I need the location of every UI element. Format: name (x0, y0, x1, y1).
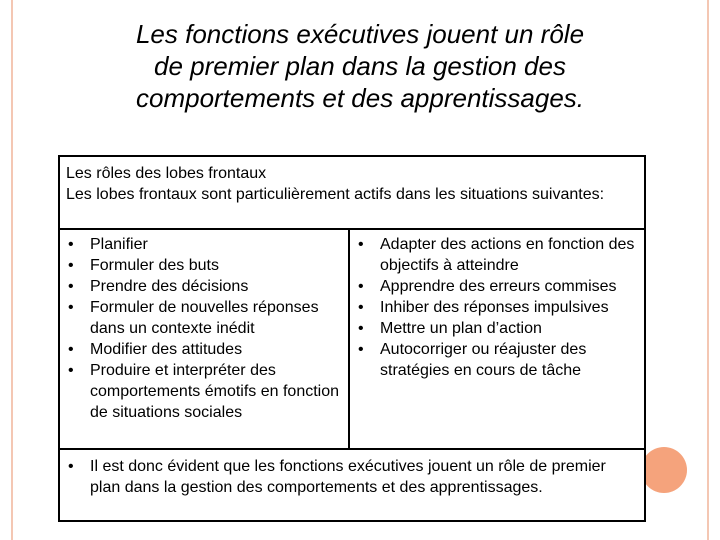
list-item: • Formuler de nouvelles réponses dans un contexte inédit (66, 297, 342, 339)
list-item: • Autocorriger ou réajuster des stratégies en cours de tâche (356, 339, 638, 381)
list-item: • Apprendre des erreurs commises (356, 276, 638, 297)
list-item: • Produire et interpréter des comportements émotifs en fonction de situations sociales (66, 360, 342, 423)
right-list-box (348, 228, 646, 450)
list-item: • Planifier (66, 234, 342, 255)
decorative-circle (641, 447, 687, 493)
slide-title (60, 18, 660, 114)
left-list-box (58, 228, 350, 450)
title-line: comportements et des apprentissages. (135, 83, 585, 113)
conclusion-list (66, 456, 638, 498)
conclusion-box (58, 448, 646, 522)
intro-heading: Les rôles des lobes frontaux (66, 165, 267, 182)
list-item: • Formuler des buts (66, 255, 342, 276)
intro-box (58, 155, 646, 230)
left-list (66, 234, 342, 423)
list-item: • Inhiber des réponses impulsives (356, 297, 638, 318)
right-list (356, 234, 638, 381)
list-item: • Mettre un plan d’action (356, 318, 638, 339)
conclusion-text: • Il est donc évident que les fonctions exécutives jouent un rôle de premier plan dans la gestion des comportements et des apprentissages. (66, 456, 638, 498)
intro-text: Les lobes frontaux sont particulièrement actifs dans les situations suivantes: (66, 186, 605, 203)
list-item: • Prendre des décisions (66, 276, 342, 297)
list-item: • Modifier des attitudes (66, 339, 342, 360)
title-line: Les fonctions exécutives jouent un rôle (135, 19, 585, 49)
list-item: • Adapter des actions en fonction des objectifs à atteindre (356, 234, 638, 276)
title-line: de premier plan dans la gestion des (154, 51, 566, 81)
